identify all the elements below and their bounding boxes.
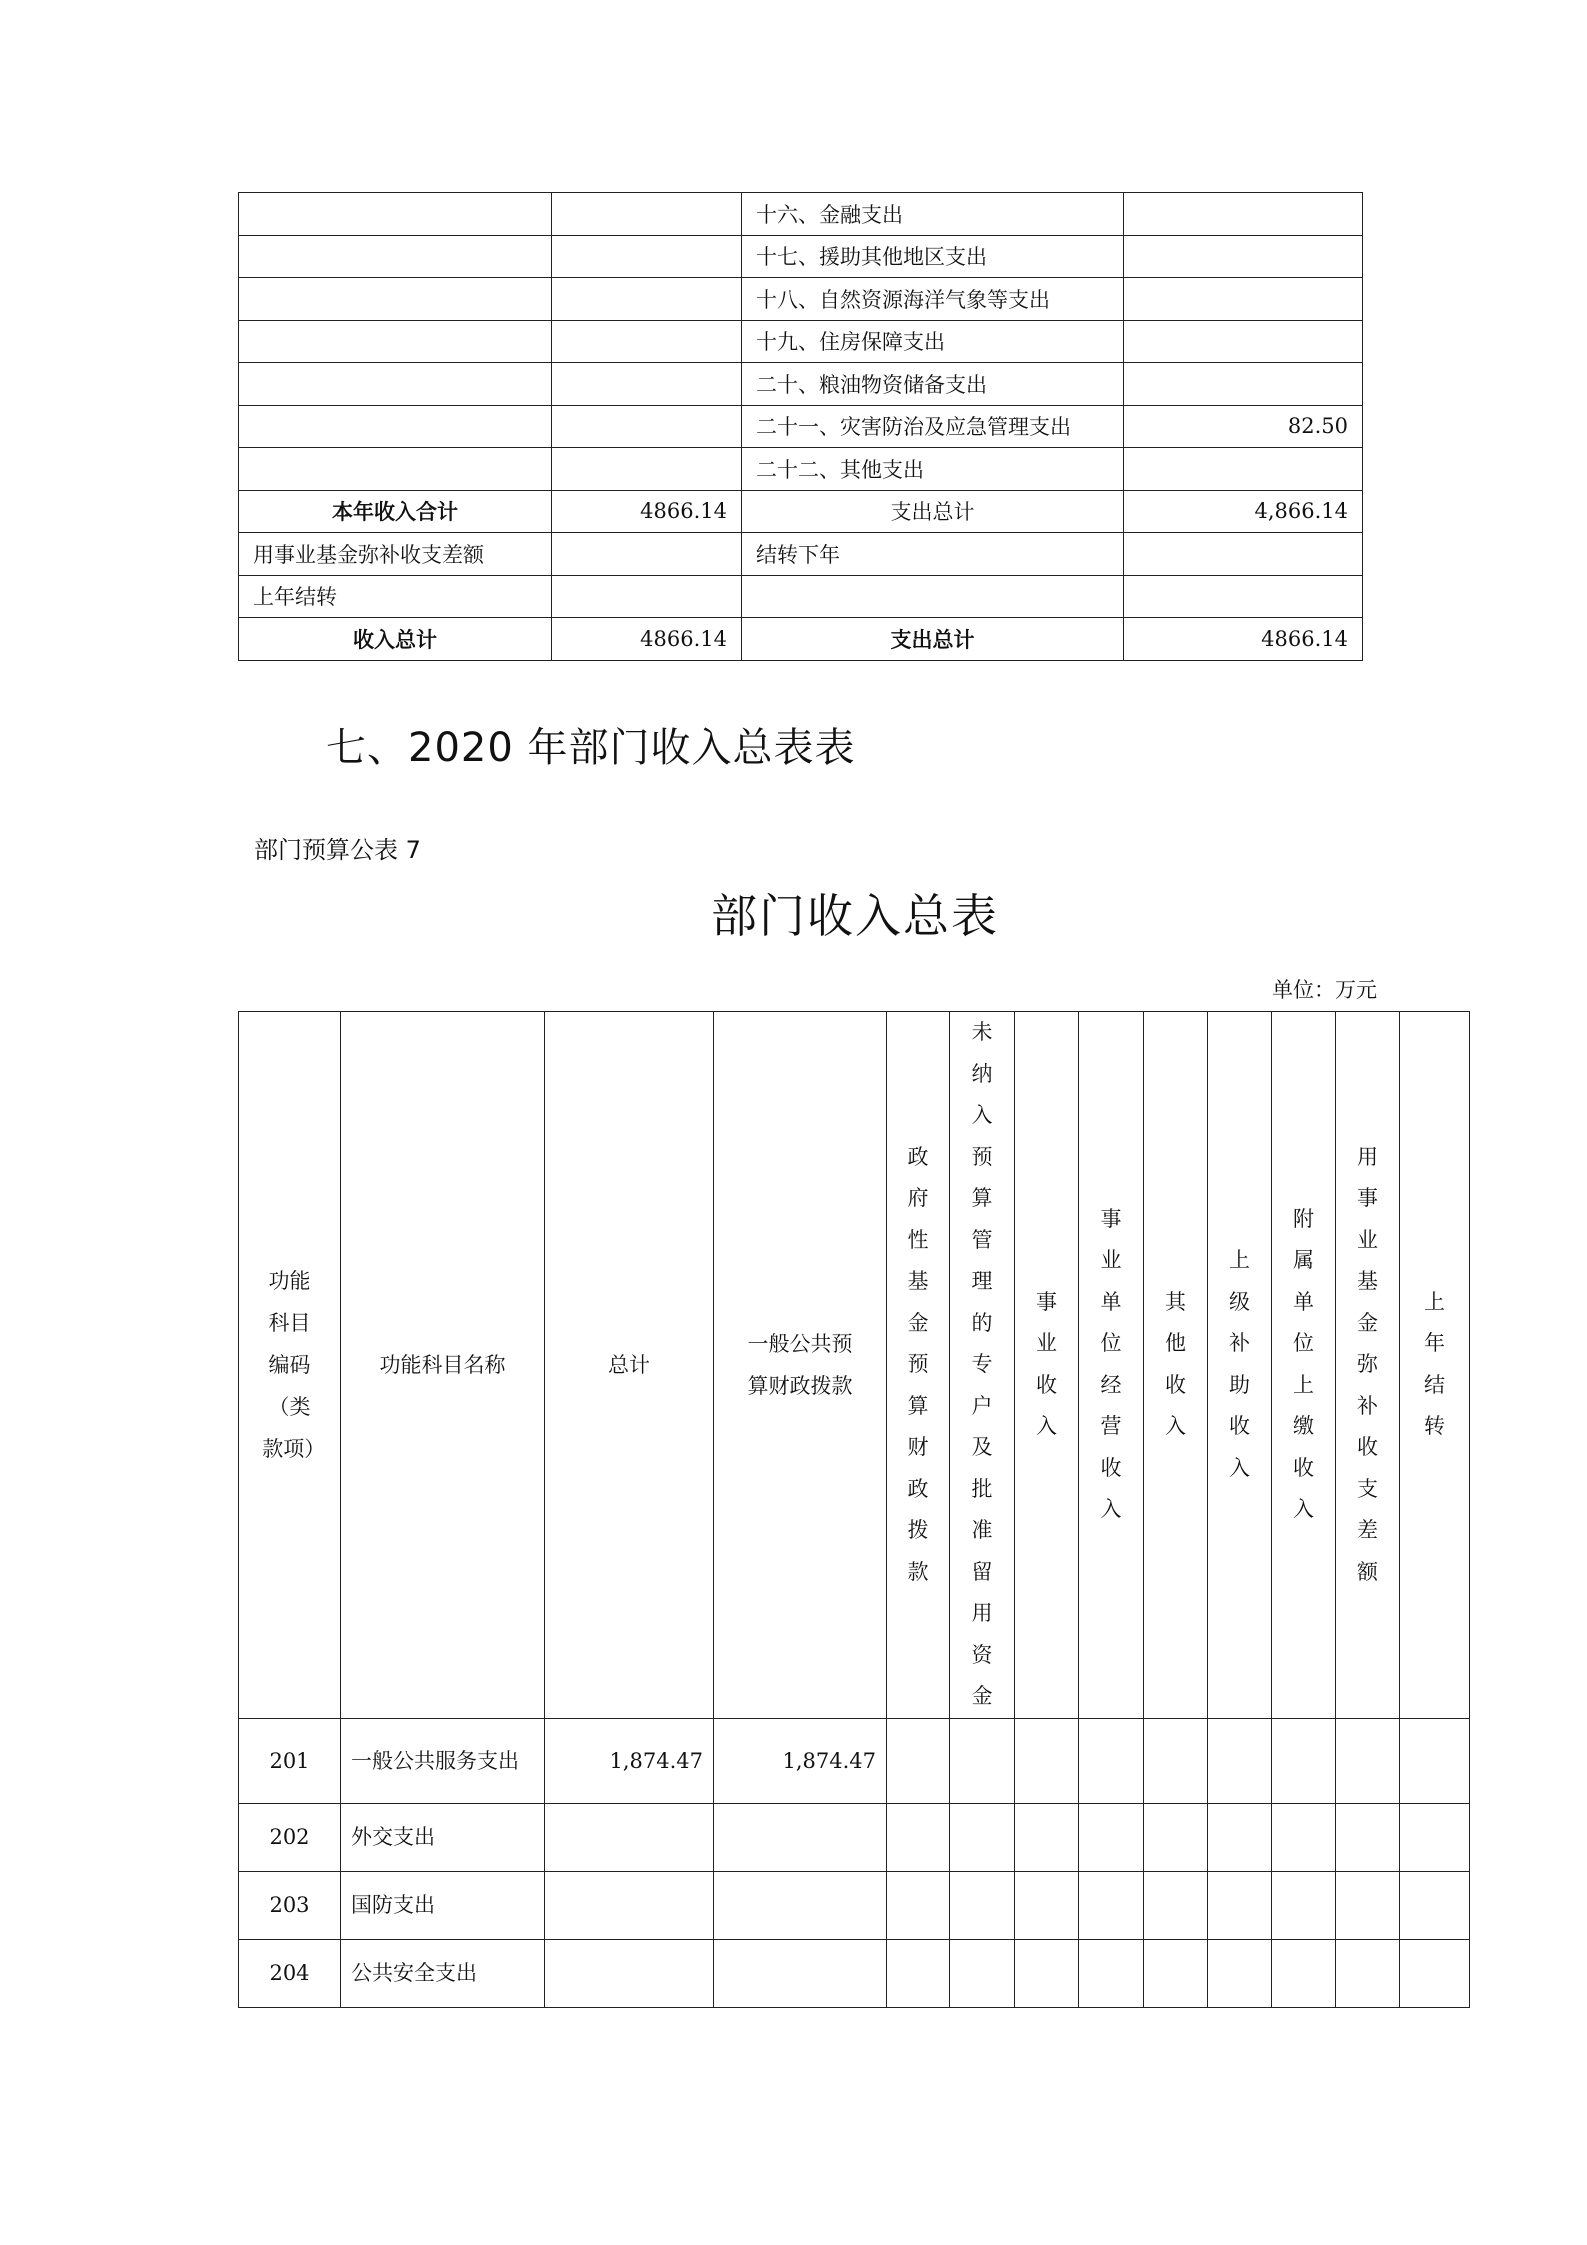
function-code: 203 (239, 1871, 341, 1939)
table-cell (1336, 1871, 1400, 1939)
table-row (239, 533, 1363, 576)
table-cell (1144, 1871, 1208, 1939)
expense-total-value: 4866.14 (1124, 618, 1363, 661)
header-general-budget: 一般公共预算财政拨款 (714, 1012, 887, 1719)
table-row (239, 320, 1363, 363)
header-other-income: 其他收入 (1144, 1012, 1208, 1719)
table-cell (1400, 1803, 1470, 1871)
expense-item-label: 十九、住房保障支出 (742, 320, 1124, 363)
expense-total-label: 支出总计 (742, 618, 1124, 661)
header-last-year-carry: 上年结转 (1400, 1012, 1470, 1719)
expense-item-label: 十七、援助其他地区支出 (742, 235, 1124, 278)
fund-gap-label: 用事业基金弥补收支差额 (239, 533, 552, 576)
table-row (239, 278, 1363, 321)
table-cell (552, 405, 742, 448)
table-cell (1144, 1803, 1208, 1871)
header-gov-fund: 政府性基金预算财政拨款 (887, 1012, 950, 1719)
expense-item-label: 十六、金融支出 (742, 193, 1124, 236)
table-row (239, 363, 1363, 406)
table-cell (1015, 1718, 1079, 1803)
expense-item-value (1124, 448, 1363, 491)
total-value (545, 1803, 714, 1871)
table-cell (1124, 575, 1363, 618)
table-cell (1208, 1871, 1272, 1939)
table-cell (239, 278, 552, 321)
unit-label: 单位：万元 (1272, 978, 1377, 1002)
table-cell (950, 1939, 1015, 2007)
table-cell (1400, 1871, 1470, 1939)
table-cell (1079, 1939, 1144, 2007)
function-name: 外交支出 (341, 1803, 545, 1871)
table-cell (1400, 1939, 1470, 2007)
table-title: 部门收入总表 (711, 889, 999, 943)
expense-item-value (1124, 235, 1363, 278)
table-cell (239, 448, 552, 491)
table-cell (1144, 1939, 1208, 2007)
table-cell (1336, 1803, 1400, 1871)
carry-forward-next-label: 结转下年 (742, 533, 1124, 576)
function-name: 一般公共服务支出 (341, 1718, 545, 1803)
table-cell (1015, 1803, 1079, 1871)
table-code: 部门预算公表 7 (254, 836, 421, 864)
general-budget-value (714, 1803, 887, 1871)
table-cell (950, 1718, 1015, 1803)
table-row (239, 1939, 1470, 2007)
table-row (239, 1718, 1470, 1803)
table-cell (1015, 1939, 1079, 2007)
table-cell (887, 1718, 950, 1803)
department-income-table (238, 1011, 1470, 2008)
table-cell (1079, 1718, 1144, 1803)
expense-item-value (1124, 193, 1363, 236)
header-fund-gap: 用事业基金弥补收支差额 (1336, 1012, 1400, 1719)
expense-item-label: 二十一、灾害防治及应急管理支出 (742, 405, 1124, 448)
table-cell (1272, 1803, 1336, 1871)
income-subtotal-value: 4866.14 (552, 490, 742, 533)
table-cell (239, 405, 552, 448)
table-row (239, 448, 1363, 491)
function-name: 国防支出 (341, 1871, 545, 1939)
header-name: 功能科目名称 (341, 1012, 545, 1719)
expense-item-value (1124, 320, 1363, 363)
header-code: 功能科目编码（类款项） (239, 1012, 341, 1719)
table-row (239, 1803, 1470, 1871)
table-cell (950, 1871, 1015, 1939)
header-subsidy-income: 上级补助收入 (1208, 1012, 1272, 1719)
header-affiliate-income: 附属单位上缴收入 (1272, 1012, 1336, 1719)
table-cell (1272, 1718, 1336, 1803)
general-budget-value: 1,874.47 (714, 1718, 887, 1803)
table-cell (1208, 1718, 1272, 1803)
table-cell (552, 193, 742, 236)
header-row (239, 1012, 1470, 1719)
table-cell (239, 363, 552, 406)
table-cell (1079, 1803, 1144, 1871)
table-cell (552, 448, 742, 491)
function-code: 204 (239, 1939, 341, 2007)
table-cell (887, 1871, 950, 1939)
expense-item-label: 十八、自然资源海洋气象等支出 (742, 278, 1124, 321)
table-cell (887, 1939, 950, 2007)
expense-subtotal-label: 支出总计 (742, 490, 1124, 533)
section-heading: 七、2020 年部门收入总表表 (326, 725, 856, 771)
table-cell (1208, 1803, 1272, 1871)
table-cell (1208, 1939, 1272, 2007)
table-cell (742, 575, 1124, 618)
total-row (239, 618, 1363, 661)
header-business-income: 事业收入 (1015, 1012, 1079, 1719)
table-cell (552, 575, 742, 618)
table-cell (1124, 533, 1363, 576)
table-cell (950, 1803, 1015, 1871)
header-special-funds: 未纳入预算管理的专户及批准留用资金 (950, 1012, 1015, 1719)
expense-item-label: 二十、粮油物资储备支出 (742, 363, 1124, 406)
income-subtotal-label: 本年收入合计 (239, 490, 552, 533)
general-budget-value (714, 1871, 887, 1939)
table-cell (1336, 1939, 1400, 2007)
table-row (239, 575, 1363, 618)
income-total-value: 4866.14 (552, 618, 742, 661)
table-cell (552, 533, 742, 576)
last-year-carry-label: 上年结转 (239, 575, 552, 618)
expense-subtotal-value: 4,866.14 (1124, 490, 1363, 533)
expense-item-value (1124, 278, 1363, 321)
table-cell (552, 363, 742, 406)
table-cell (239, 193, 552, 236)
table-cell (1400, 1718, 1470, 1803)
general-budget-value (714, 1939, 887, 2007)
table-cell (239, 235, 552, 278)
table-cell (1079, 1871, 1144, 1939)
table-row (239, 193, 1363, 236)
table-cell (1272, 1939, 1336, 2007)
header-total: 总计 (545, 1012, 714, 1719)
table-cell (239, 320, 552, 363)
table-cell (552, 235, 742, 278)
expense-item-value: 82.50 (1124, 405, 1363, 448)
subtotal-row (239, 490, 1363, 533)
budget-summary-table-continued (238, 192, 1363, 661)
function-code: 202 (239, 1803, 341, 1871)
table-cell (1272, 1871, 1336, 1939)
table-cell (1336, 1718, 1400, 1803)
table-row (239, 405, 1363, 448)
header-operating-income: 事业单位经营收入 (1079, 1012, 1144, 1719)
table-cell (887, 1803, 950, 1871)
function-name: 公共安全支出 (341, 1939, 545, 2007)
expense-item-value (1124, 363, 1363, 406)
total-value (545, 1871, 714, 1939)
table-cell (552, 320, 742, 363)
table-row (239, 235, 1363, 278)
total-value (545, 1939, 714, 2007)
table-cell (1144, 1718, 1208, 1803)
function-code: 201 (239, 1718, 341, 1803)
income-total-label: 收入总计 (239, 618, 552, 661)
total-value: 1,874.47 (545, 1718, 714, 1803)
table-row (239, 1871, 1470, 1939)
table-cell (552, 278, 742, 321)
expense-item-label: 二十二、其他支出 (742, 448, 1124, 491)
table-cell (1015, 1871, 1079, 1939)
